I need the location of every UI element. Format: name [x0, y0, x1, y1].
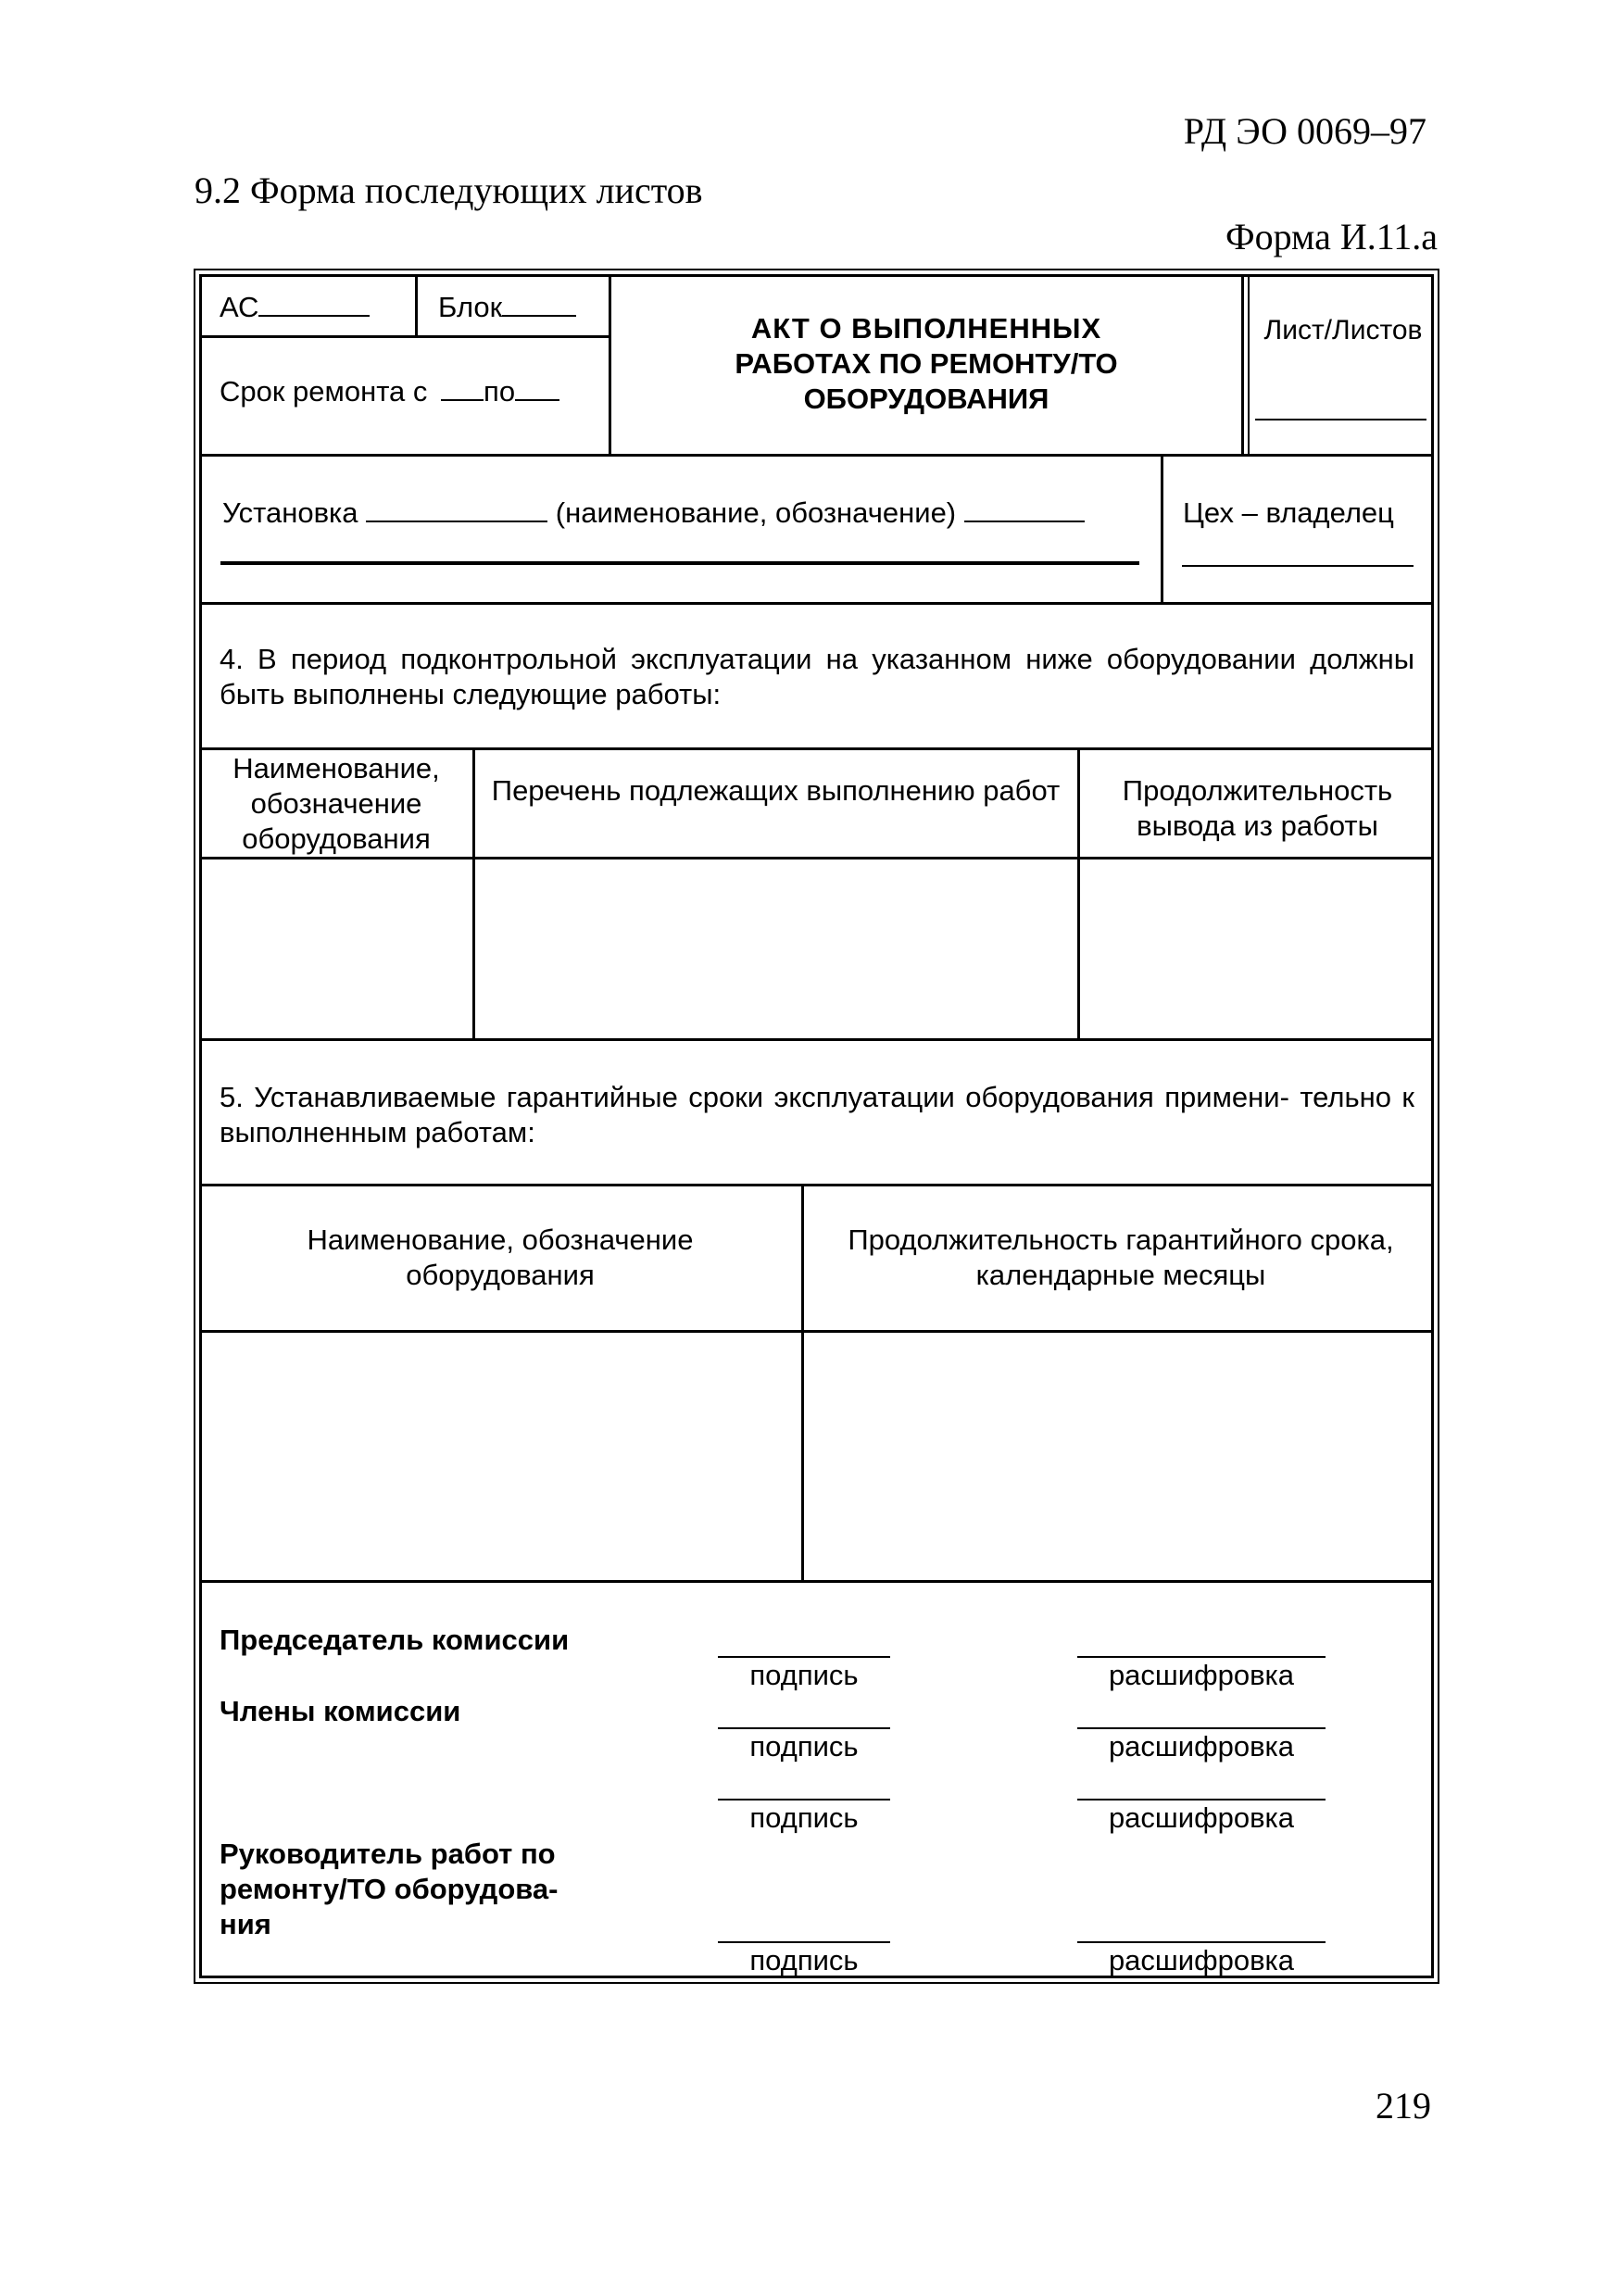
- repair-term-to-line[interactable]: [515, 394, 559, 401]
- decoding-caption-4: расшифровка: [1108, 1944, 1295, 1976]
- rule-table2-bottom: [199, 1580, 1434, 1583]
- section5-text: 5. Устанавливаемые гарантийные сроки эксплуатации оборудования примени- тельно к выполненным работам:: [220, 1081, 1414, 1148]
- installation-hint: (наименование, обозначение): [555, 496, 957, 529]
- work-head-label-line1: Руководитель работ по: [220, 1838, 556, 1870]
- form-title-line1: АКТ О ВЫПОЛНЕННЫХ: [750, 312, 1102, 345]
- rule-as-block-divider: [415, 274, 418, 337]
- table2-cell-warranty[interactable]: [806, 1335, 1432, 1578]
- shop-owner-input-line[interactable]: [1182, 565, 1414, 567]
- repair-term-field[interactable]: [220, 374, 559, 409]
- rule-section4-bottom: [199, 747, 1434, 750]
- repair-term-label: Срок ремонта с: [220, 375, 428, 408]
- rule-table1-col2: [1077, 747, 1080, 1040]
- signature-caption-1: подпись: [749, 1659, 859, 1691]
- rule-table1-bottom: [199, 1038, 1434, 1041]
- installation-long-line: [220, 561, 1139, 565]
- chairman-label: Председатель комиссии: [220, 1624, 570, 1656]
- section4-text: 4. В период подконтрольной эксплуатации на указанном ниже оборудовании должны быть выполнены следующие работы:: [220, 643, 1414, 710]
- rule-as-row-bottom: [199, 335, 611, 338]
- rule-table1-col1: [472, 747, 475, 1040]
- block-input-line[interactable]: [502, 309, 576, 317]
- installation-input-line[interactable]: [366, 515, 547, 522]
- sheet-input-line[interactable]: [1255, 419, 1426, 420]
- installation-field[interactable]: [222, 496, 1085, 531]
- rule-title-right: [1241, 274, 1244, 456]
- work-head-label: [220, 1837, 559, 1942]
- signature-caption-2: подпись: [749, 1730, 859, 1763]
- installation-input-line-2[interactable]: [964, 515, 1085, 522]
- work-head-label-line3: ния: [220, 1908, 271, 1940]
- table1-cell-duration[interactable]: [1082, 861, 1432, 1037]
- block-label: Блок: [438, 291, 503, 323]
- table1-col1-header: Наименование, обозначение оборудования: [232, 752, 440, 855]
- sheet-label: Лист/Листов: [1263, 315, 1423, 345]
- members-label: Члены комиссии: [220, 1695, 461, 1727]
- rule-section5-bottom: [199, 1184, 1434, 1186]
- page-number: 219: [1376, 2085, 1431, 2127]
- section-heading: 9.2 Форма последующих листов: [195, 169, 703, 211]
- form-title-line2: РАБОТАХ ПО РЕМОНТУ/ТО: [735, 347, 1118, 380]
- installation-label: Установка: [222, 496, 358, 529]
- as-input-line[interactable]: [258, 309, 370, 317]
- rule-installation-bottom: [199, 602, 1434, 605]
- repair-term-to-label: по: [484, 375, 516, 408]
- rule-table2-col1: [801, 1184, 804, 1582]
- form-title: [611, 311, 1241, 417]
- signature-caption-3: подпись: [749, 1801, 859, 1834]
- decoding-caption-1: расшифровка: [1108, 1659, 1295, 1691]
- signature-caption-4: подпись: [749, 1944, 859, 1976]
- as-field[interactable]: [220, 290, 370, 325]
- repair-term-from-line[interactable]: [441, 394, 484, 401]
- rule-table1-header-bottom: [199, 857, 1434, 859]
- rule-table2-header-bottom: [199, 1330, 1434, 1333]
- block-field[interactable]: [438, 290, 576, 325]
- table1-col2-header: Перечень подлежащих выполнению работ: [491, 774, 1061, 807]
- table1-cell-works[interactable]: [477, 861, 1074, 1037]
- form-code: Форма И.11.а: [1225, 216, 1438, 257]
- work-head-label-line2: ремонту/ТО оборудова-: [220, 1873, 559, 1905]
- table1-col3-header: Продолжительность вывода из работы: [1122, 774, 1393, 842]
- document-code: РД ЭО 0069–97: [1183, 110, 1426, 152]
- table2-col1-header: Наименование, обозначение оборудования: [307, 1223, 694, 1291]
- shop-owner-label: Цех – владелец: [1183, 496, 1394, 529]
- as-label: АС: [220, 291, 259, 323]
- table2-cell-equipment[interactable]: [202, 1335, 799, 1578]
- rule-title-right-inner: [1248, 274, 1250, 456]
- form-title-line3: ОБОРУДОВАНИЯ: [803, 383, 1049, 415]
- decoding-caption-3: расшифровка: [1108, 1801, 1295, 1834]
- table1-cell-equipment[interactable]: [202, 861, 471, 1037]
- decoding-caption-2: расшифровка: [1108, 1730, 1295, 1763]
- table2-col2-header: Продолжительность гарантийного срока, календарные месяцы: [848, 1223, 1394, 1291]
- rule-shop-divider: [1161, 454, 1163, 604]
